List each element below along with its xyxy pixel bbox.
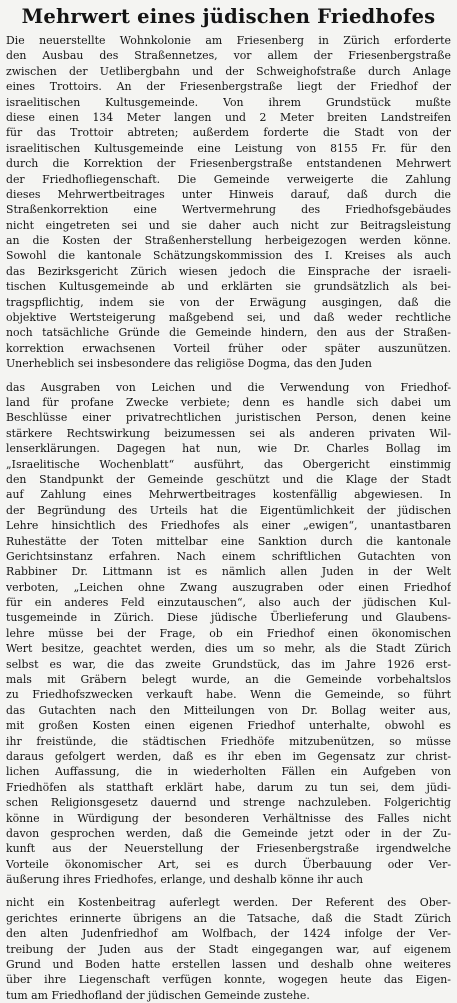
text-line: lichen Auffassung, die in wiederholten Fällen ein Aufgeben von	[6, 765, 451, 779]
text-line: Die neuerstellte Wohnkolonie am Friesenberg in Zürich erforderte	[6, 34, 451, 47]
text-line: verboten, „Leichen ohne Zwang auszugraben oder einen Friedhof	[6, 580, 451, 594]
text-line: stärkere Rechtswirkung beizumessen sei als anderen privaten Wil-	[6, 426, 451, 440]
text-line: Unerheblich sei insbesondere das religiöse Dogma, das den Juden	[6, 357, 372, 371]
text-line: Gerichtsinstanz erfahren. Nach einem schriftlichen Gutachten von	[6, 549, 451, 563]
text-line: noch tatsächliche Gründe die Gemeinde hindern, den aus der Straßen-	[6, 326, 451, 340]
text-line: kunft aus der Neuerstellung der Friesenbergstraße irgendwelche	[6, 842, 451, 856]
article-paragraph	[6, 895, 451, 1003]
article-paragraph	[6, 380, 451, 888]
text-line: könne in Würdigung der besonderen Verhältnisse des Falles nicht	[6, 811, 451, 825]
column-break	[6, 372, 451, 380]
text-line: tragspflichtig, indem sie von der Erwägung ausgingen, daß die	[6, 295, 451, 309]
text-line: mals mit Gräbern belegt wurde, an die Gemeinde vorbehaltslos	[6, 673, 451, 687]
text-line: „Israelitische Wochenblatt“ ausführt, das Obergericht einstimmig	[6, 457, 451, 471]
text-line: schen Religionsgesetz dauernd und strenge nachzuleben. Folgerichtig	[6, 796, 451, 810]
text-line: an die Kosten der Straßenherstellung herbeigezogen werden könne.	[6, 234, 451, 248]
text-line: gerichtes erinnerte übrigens an die Tatsache, daß die Stadt Zürich	[6, 911, 451, 925]
text-line: davon gesprochen werden, daß die Gemeinde jetzt oder in der Zu-	[6, 826, 451, 840]
text-line: das Ausgraben von Leichen und die Verwendung von Friedhof-	[6, 380, 451, 394]
text-line: durch die Korrektion der Friesenbergstraße entstandenen Mehrwert	[6, 157, 451, 171]
text-line: über ihre Liegenschaft verfügen konnte, wogegen heute das Eigen-	[6, 973, 451, 987]
article-title: Mehrwert eines jüdischen Friedhofes	[21, 5, 436, 28]
text-line: für ein anderes Feld einzutauschen“, also auch der jüdischen Kul-	[6, 596, 451, 610]
text-line: dieses Mehrwertbeitrages unter Hinweis darauf, daß durch die	[6, 187, 451, 201]
text-line: tum am Friedhofland der jüdischen Gemeinde zustehe.	[6, 988, 310, 1002]
text-line: mit großen Kosten einen eigenen Friedhof unterhalte, obwohl es	[6, 719, 451, 733]
text-line: Lehre hinsichtlich des Friedhofes als einer „ewigen“, unantastbaren	[6, 519, 451, 533]
text-line: Grund und Boden hatte erstellen lassen und deshalb ohne weiteres	[6, 958, 451, 972]
text-line: zu Friedhofszwecken verkauft habe. Wenn die Gemeinde, so führt	[6, 688, 451, 702]
text-line: das Bezirksgericht Zürich wiesen jedoch die Einsprache der israeli-	[6, 264, 451, 278]
text-line: ihr freistünde, die städtischen Friedhöfe mitzubenützen, so müsse	[6, 734, 451, 748]
column-break	[6, 887, 451, 895]
text-line: das Gutachten nach den Mitteilungen von Dr. Bollag weiter aus,	[6, 703, 451, 717]
text-line: nicht ein Kostenbeitrag auferlegt werden. Der Referent des Ober-	[6, 896, 451, 910]
text-line: treibung der Juden aus der Stadt eingegangen war, auf eigenem	[6, 942, 451, 956]
text-line: daraus gefolgert werden, daß es ihr eben im Gegensatz zur christ-	[6, 749, 451, 763]
text-line: für das Trottoir abtreten; außerdem forderte die Stadt von der	[6, 126, 451, 140]
text-line: israelitischen Kultusgemeinde. Von ihrem Grundstück mußte	[6, 95, 451, 109]
text-line: der Friedhofliegenschaft. Die Gemeinde verweigerte die Zahlung	[6, 172, 451, 186]
text-line: Friedhöfen als statthaft erklärt habe, darum zu tun sei, dem jüdi-	[6, 780, 451, 794]
text-line: Straßenkorrektion eine Wertvermehrung des Friedhofsgebäudes	[6, 203, 451, 217]
text-line: zwischen der Uetlibergbahn und der Schweighofstraße durch Anlage	[6, 64, 451, 78]
text-line: Beschlüsse einer privatrechtlichen juristischen Person, denen keine	[6, 411, 451, 425]
text-line: auf Zahlung eines Mehrwertbeitrages kostenfällig abgewiesen. In	[6, 488, 451, 502]
text-line: äußerung ihres Friedhofes, erlange, und deshalb könne ihr auch	[6, 873, 364, 887]
text-line: israelitischen Kultusgemeinde eine Leistung von 8155 Fr. für den	[6, 141, 451, 155]
text-line: korrektion erwachsenen Vorteil früher oder später auszunützen.	[6, 341, 451, 355]
text-line: Rabbiner Dr. Littmann ist es nämlich allen Juden in der Welt	[6, 565, 451, 579]
text-line: eines Trottoirs. An der Friesenbergstraße liegt der Friedhof der	[6, 80, 451, 94]
text-line: diese einen 134 Meter langen und 2 Meter breiten Landstreifen	[6, 110, 451, 124]
text-line: Ruhestätte der Toten mittelbar eine Sanktion durch die kantonale	[6, 534, 451, 548]
text-line: land für profane Zwecke verbiete; denn es handle sich dabei um	[6, 395, 451, 409]
text-line: lenserklärungen. Dagegen hat nun, wie Dr. Charles Bollag im	[6, 442, 451, 456]
text-line: nicht eingetreten sei und sie daher auch nicht zur Beitragsleistung	[6, 218, 451, 232]
text-line: Sowohl die kantonale Schätzungskommission des I. Kreises als auch	[6, 249, 451, 263]
text-line: den Standpunkt der Gemeinde geschützt und die Klage der Stadt	[6, 472, 451, 486]
article-body	[6, 33, 451, 1003]
text-line: tusgemeinde in Zürich. Diese jüdische Überlieferung und Glaubens-	[6, 611, 451, 625]
text-line: der Begründung des Urteils hat die Eigentümlichkeit der jüdischen	[6, 503, 451, 517]
text-line: den alten Judenfriedhof am Wolfbach, der 1424 infolge der Ver-	[6, 927, 451, 941]
text-line: Wert besitze, geachtet werden, dies um so mehr, als die Stadt Zürich	[6, 642, 451, 656]
text-line: objektive Wertsteigerung maßgebend sei, und daß weder rechtliche	[6, 311, 451, 325]
article-paragraph	[6, 33, 451, 372]
text-line: den Ausbau des Straßennetzes, vor allem der Friesenbergstraße	[6, 49, 451, 63]
text-line: tischen Kultusgemeinde ab und erklärten sie grundsätzlich als bei-	[6, 280, 451, 294]
text-line: lehre müsse bei der Frage, ob ein Friedhof einen ökonomischen	[6, 626, 451, 640]
text-line: Vorteile ökonomischer Art, sei es durch Überbauung oder Ver-	[6, 857, 451, 871]
text-line: selbst es war, die das zweite Grundstück, das im Jahre 1926 erst-	[6, 657, 451, 671]
